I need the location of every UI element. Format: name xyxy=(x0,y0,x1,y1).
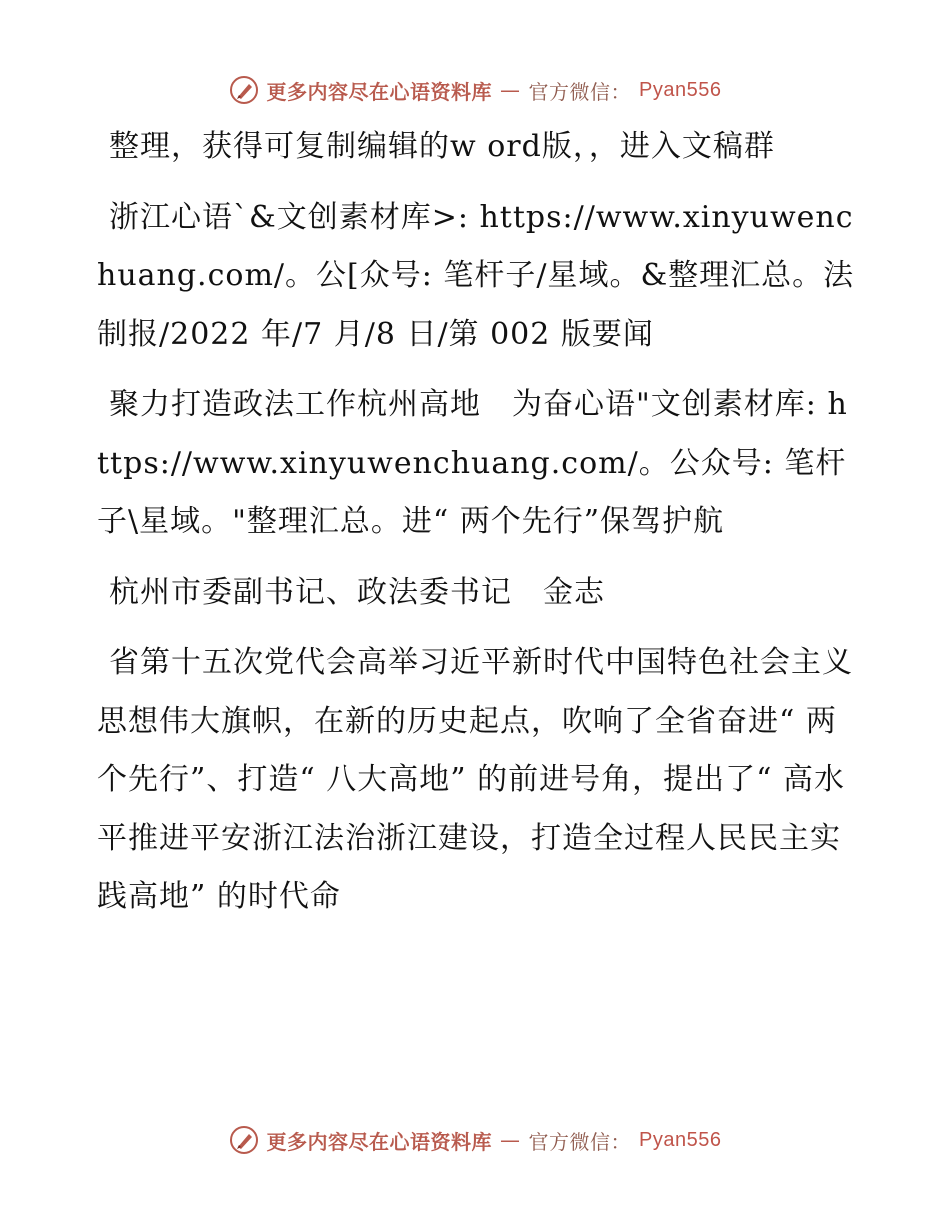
paragraph-intro: 整理，获得可复制编辑的w ord版，，进入文稿群 xyxy=(109,129,775,164)
banner-dash: — xyxy=(500,1128,521,1152)
banner-wechat-id: Pyan556 xyxy=(639,78,722,101)
paragraph-author: 杭州市委副书记、政法委书记 金志 xyxy=(109,574,605,610)
document-body xyxy=(97,118,857,939)
footer-banner xyxy=(0,1120,950,1160)
banner-wechat-label: 官方微信： xyxy=(528,79,632,104)
banner-wechat-label: 官方微信： xyxy=(528,1129,632,1154)
banner-dash: — xyxy=(500,78,521,102)
banner-brand-text: 更多内容尽在心语资料库 xyxy=(266,1129,493,1154)
paragraph-body: 省第十五次党代会高举习近平新时代中国特色社会主义思想伟大旗帜，在新的历史起点，吹响了全省奋进“ 两个先行”、打造“ 八大高地” 的前进号角，提出了“ 高水平推进平安浙江法治浙江建设，打造全过程人民民主实践高地” 的时代命 xyxy=(97,645,853,914)
paragraph-source: 浙江心语`&文创素材库>: https://www.xinyuwenchuang.com/。公[众号: 笔杆子/星域。&整理汇总。法制报/2022 年/7 月/8 日/第 002 版要闻 xyxy=(97,199,855,352)
pen-logo-icon xyxy=(229,1125,259,1155)
banner-brand-text: 更多内容尽在心语资料库 xyxy=(266,79,493,104)
paragraph-title: 聚力打造政法工作杭州高地 为奋心语"文创素材库: https://www.xinyuwenchuang.com/。公众号: 笔杆子\星域。"整理汇总。进“ 两个先行”保驾护航 xyxy=(97,387,848,539)
pen-logo-icon xyxy=(229,75,259,105)
header-banner xyxy=(0,70,950,110)
banner-wechat-id: Pyan556 xyxy=(639,1128,722,1151)
